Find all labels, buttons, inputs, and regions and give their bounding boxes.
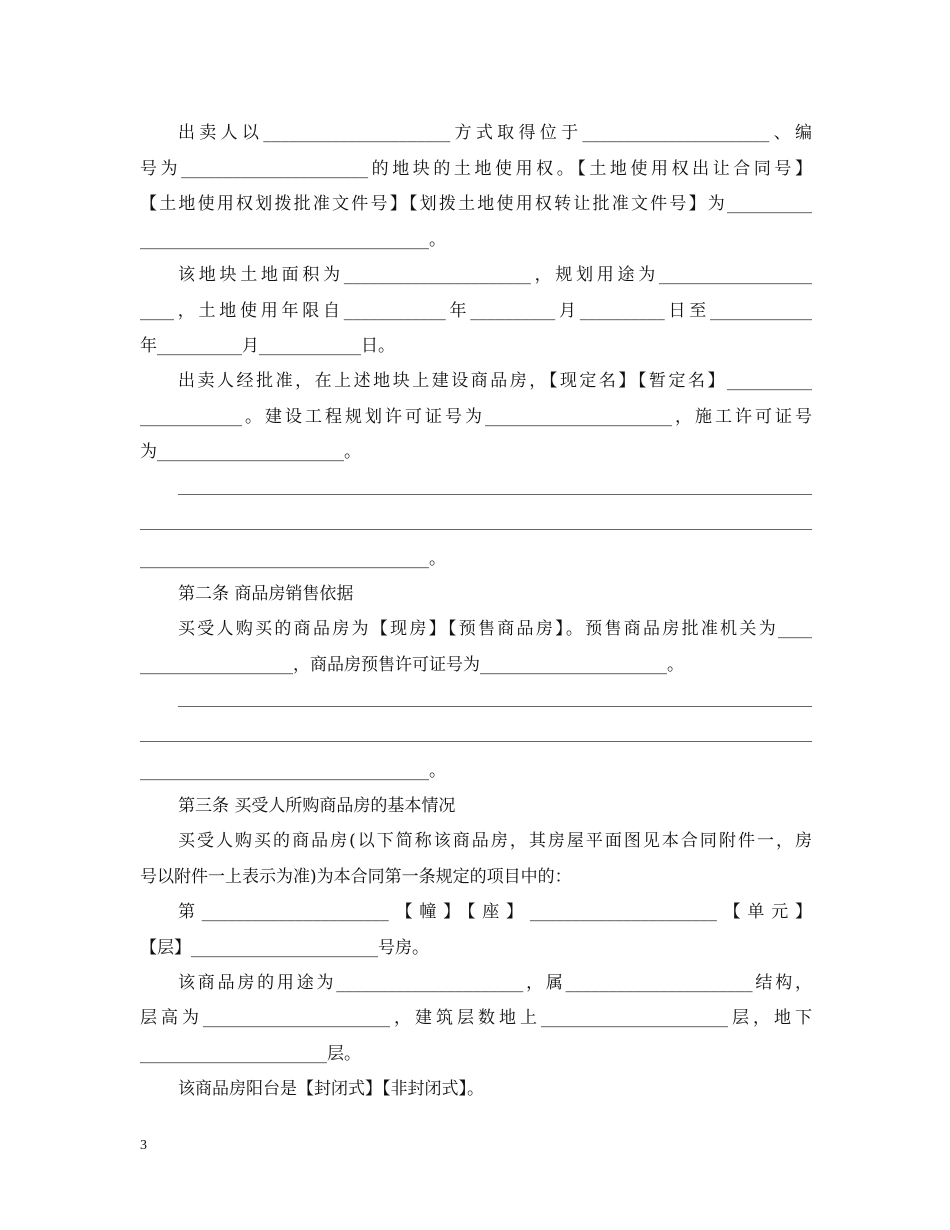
text-line: 该商品房阳台是【封闭式】【非封闭式】。 bbox=[178, 1079, 484, 1099]
blank-fill-rule bbox=[140, 741, 812, 742]
blank-fill-rule bbox=[178, 706, 812, 707]
text-line: 第______________________【幢】【座】______________________【单元】 bbox=[178, 902, 812, 922]
text-line: ____，土地使用年限自____________年__________月__________日至____________ bbox=[140, 301, 812, 321]
text-line: __________________________________。 bbox=[140, 761, 446, 781]
text-line: __________________________________。 bbox=[140, 549, 446, 569]
text-line: 该地块土地面积为______________________，规划用途为__________________ bbox=[178, 265, 812, 285]
text-line: 【土地使用权划拨批准文件号】【划拨土地使用权转让批准文件号】为__________ bbox=[140, 194, 812, 214]
text-line: 第三条 买受人所购商品房的基本情况 bbox=[178, 796, 456, 816]
text-line: ______________________层。 bbox=[140, 1044, 361, 1064]
blank-fill-rule bbox=[178, 494, 812, 495]
text-line: 该商品房的用途为______________________，属______________________结构， bbox=[178, 973, 812, 993]
text-line: 为______________________。 bbox=[140, 442, 361, 462]
text-line: 号为______________________的地块的土地使用权。【土地使用权出让合同号】 bbox=[140, 159, 812, 179]
text-line: 年__________月____________日。 bbox=[140, 336, 395, 356]
text-line: 【层】______________________号房。 bbox=[140, 938, 429, 958]
text-line: 第二条 商品房销售依据 bbox=[178, 584, 354, 604]
blank-fill-rule bbox=[140, 529, 812, 530]
text-line: __________________________________。 bbox=[140, 230, 446, 250]
text-line: 层高为______________________，建筑层数地上______________________层，地下 bbox=[140, 1008, 812, 1028]
text-line: 买受人购买的商品房(以下简称该商品房，其房屋平面图见本合同附件一，房 bbox=[178, 831, 812, 851]
text-line: ____________。建设工程规划许可证号为______________________，施工许可证号 bbox=[140, 407, 812, 427]
text-line: 买受人购买的商品房为【现房】【预售商品房】。预售商品房批准机关为____ bbox=[178, 619, 812, 639]
text-line: 出卖人经批准，在上述地块上建设商品房，【现定名】【暂定名】__________ bbox=[178, 371, 812, 391]
text-line: __________________，商品房预售许可证号为______________________。 bbox=[140, 655, 684, 675]
page-number: 3 bbox=[140, 1138, 147, 1153]
text-line: 号以附件一上表示为准)为本合同第一条规定的项目中的： bbox=[140, 867, 572, 887]
text-line: 出卖人以______________________方式取得位于______________________、编 bbox=[178, 123, 812, 143]
